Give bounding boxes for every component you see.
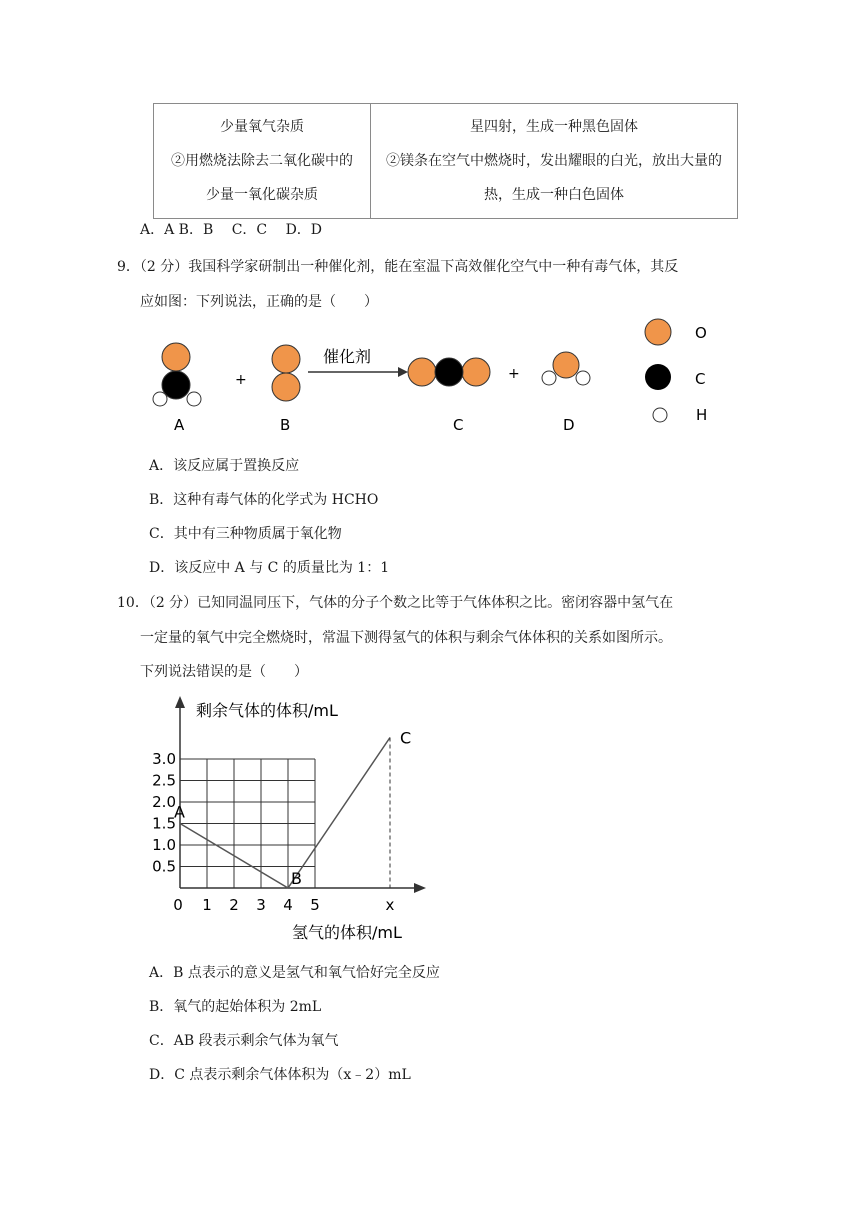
molecule-a bbox=[153, 343, 201, 406]
table-left-line-1: 少量氧气杂质 bbox=[220, 119, 304, 135]
q8-table bbox=[153, 103, 738, 219]
table-left-line-3: 少量一氧化碳杂质 bbox=[206, 187, 318, 203]
molecule-b bbox=[272, 345, 300, 401]
x-tick-labels bbox=[173, 896, 394, 914]
q9-stem-line-1: 9．（2 分）我国科学家研制出一种催化剂，能在室温下高效催化空气中一种有毒气体，其反 bbox=[117, 259, 679, 275]
y-tick-label: 1.5 bbox=[152, 814, 176, 833]
y-tick-label: 0.5 bbox=[152, 857, 176, 876]
q9-option-d: D．该反应中 A 与 C 的质量比为 1：1 bbox=[149, 560, 390, 576]
catalyst-label: 催化剂 bbox=[323, 347, 372, 366]
label-d: D bbox=[563, 416, 575, 434]
point-label-a: A bbox=[174, 802, 185, 822]
table-left-line-2: ②用燃烧法除去二氧化碳中的 bbox=[171, 153, 353, 169]
q8-table-right-cell bbox=[371, 104, 738, 219]
x-tick-label: 3 bbox=[256, 896, 266, 914]
series-line bbox=[180, 738, 390, 889]
y-tick-label: 3.0 bbox=[152, 750, 176, 768]
label-c: C bbox=[453, 416, 464, 434]
x-tick-label: 2 bbox=[229, 896, 239, 914]
q10-option-d: D．C 点表示剩余气体体积为（x﹣2）mL bbox=[149, 1067, 411, 1083]
reaction-arrow bbox=[308, 367, 408, 377]
q9-option-b: B．这种有毒气体的化学式为 HCHO bbox=[149, 492, 379, 508]
q10-stem-line-2: 一定量的氧气中完全燃烧时，常温下测得氢气的体积与剩余气体体积的关系如图所示。 bbox=[140, 630, 672, 646]
label-b: B bbox=[280, 416, 291, 434]
q9-option-a: A．该反应属于置换反应 bbox=[149, 458, 300, 474]
label-a: A bbox=[174, 416, 185, 434]
y-axis-label: 剩余气体的体积/mL bbox=[196, 701, 338, 720]
point-label-b: B bbox=[291, 869, 302, 888]
plus-sign-1: + bbox=[235, 372, 247, 388]
q10-stem-line-1: 10．（2 分）已知同温同压下，气体的分子个数之比等于气体体积之比。密闭容器中氢气在 bbox=[117, 595, 674, 611]
legend-h: H bbox=[696, 406, 708, 424]
x-tick-label: x bbox=[385, 896, 395, 914]
chart-axes bbox=[175, 696, 426, 893]
legend bbox=[645, 319, 707, 424]
y-tick-label: 2.0 bbox=[152, 793, 176, 811]
table-right-line-2: ②镁条在空气中燃烧时，发出耀眼的白光，放出大量的 bbox=[386, 153, 722, 169]
molecule-d bbox=[542, 352, 590, 385]
q9-stem-line-2: 应如图：下列说法，正确的是（ ） bbox=[140, 294, 378, 310]
y-tick-label: 2.5 bbox=[152, 771, 176, 790]
x-tick-label: 1 bbox=[202, 896, 212, 914]
q10-option-c: C．AB 段表示剩余气体为氧气 bbox=[149, 1033, 339, 1049]
y-tick-labels bbox=[152, 750, 176, 876]
table-right-line-3: 热，生成一种白色固体 bbox=[484, 187, 624, 203]
table-right-line-1: 星四射，生成一种黑色固体 bbox=[470, 119, 638, 135]
x-tick-label: 5 bbox=[310, 896, 320, 914]
q8-table-left-cell bbox=[154, 104, 371, 219]
volume-chart bbox=[150, 690, 450, 950]
q8-options: A．A B．B C．C D．D bbox=[140, 222, 323, 238]
reaction-diagram bbox=[140, 312, 740, 442]
y-tick-label: 1.0 bbox=[152, 836, 176, 854]
q9-option-c: C．其中有三种物质属于氧化物 bbox=[149, 526, 342, 542]
x-tick-label: 4 bbox=[283, 896, 293, 914]
x-tick-label: 0 bbox=[173, 896, 183, 914]
plus-sign-2: + bbox=[508, 366, 520, 382]
point-label-c: C bbox=[400, 728, 412, 748]
legend-o: O bbox=[695, 324, 707, 342]
molecule-c bbox=[408, 358, 490, 386]
q10-option-b: B．氧气的起始体积为 2mL bbox=[149, 999, 322, 1015]
chart-series bbox=[174, 729, 411, 889]
q10-option-a: A．B 点表示的意义是氢气和氧气恰好完全反应 bbox=[149, 965, 440, 981]
legend-c: C bbox=[695, 370, 706, 388]
x-axis-label: 氢气的体积/mL bbox=[292, 923, 402, 942]
q10-stem-line-3: 下列说法错误的是（ ） bbox=[140, 664, 308, 680]
